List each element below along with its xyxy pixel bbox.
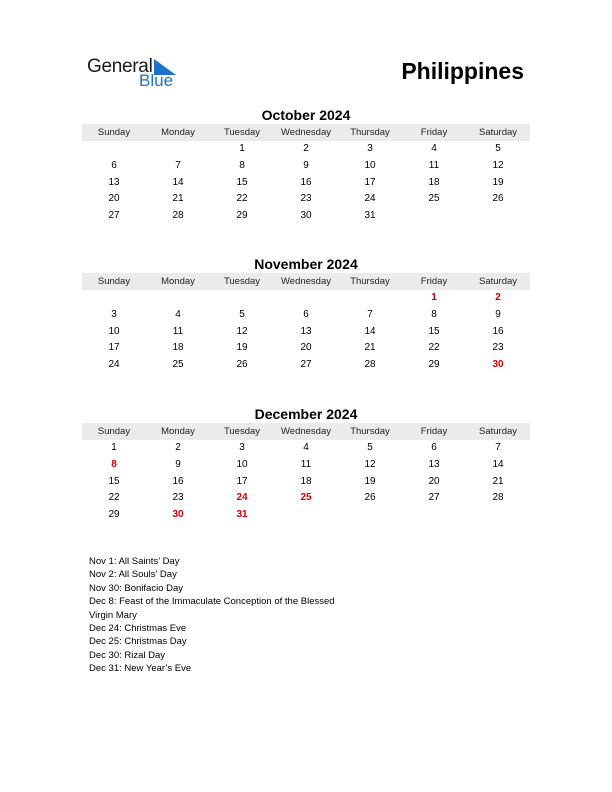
day-cell: 24 [108, 359, 120, 371]
day-cell: 21 [492, 475, 504, 487]
weekday-label: Friday [420, 127, 448, 138]
weekday-label: Saturday [478, 276, 518, 287]
day-cell: 25 [428, 193, 440, 205]
day-cell [402, 507, 466, 524]
day-cell: 16 [300, 176, 312, 188]
day-cell: 17 [364, 176, 376, 188]
day-cell: 10 [236, 458, 248, 470]
day-cell: 23 [300, 193, 312, 205]
month-title: November 2024 [254, 256, 358, 272]
holiday-notes [89, 555, 349, 676]
weekday-label: Tuesday [223, 127, 261, 138]
day-cell: 15 [236, 176, 248, 188]
day-cell [274, 507, 338, 524]
week-row [82, 324, 530, 341]
month-november [82, 255, 530, 374]
month-grid [82, 124, 530, 225]
day-cell: 18 [172, 342, 184, 354]
day-cell: 11 [172, 325, 184, 337]
weekday-label: Monday [161, 426, 195, 437]
weekday-label: Monday [161, 276, 195, 287]
day-cell: 18 [428, 176, 440, 188]
weekday-label: Saturday [478, 426, 518, 437]
weekday-label: Tuesday [223, 276, 261, 287]
day-cell [146, 290, 210, 307]
day-cell [274, 290, 338, 307]
day-cell: 29 [236, 210, 248, 222]
holiday-note: Nov 2: All Souls’ Day [89, 569, 177, 581]
day-cell: 4 [431, 143, 437, 154]
day-cell: 7 [495, 442, 501, 453]
day-cell: 27 [428, 492, 440, 504]
weekday-label: Wednesday [281, 426, 331, 437]
weekday-label: Thursday [350, 127, 390, 138]
day-cell: 21 [364, 342, 376, 354]
weekday-label: Wednesday [281, 276, 331, 287]
day-cell: 9 [303, 159, 309, 171]
week-row [82, 307, 530, 324]
day-cell: 12 [492, 159, 504, 171]
day-cell: 6 [431, 442, 437, 453]
holiday-day-cell: 31 [236, 509, 248, 521]
day-cell: 20 [108, 193, 120, 205]
logo-general-text: General [87, 56, 153, 77]
day-cell: 18 [300, 475, 312, 487]
day-cell: 5 [495, 143, 501, 154]
day-cell: 1 [111, 442, 117, 453]
day-cell [466, 208, 530, 225]
holiday-day-cell: 30 [172, 509, 184, 521]
day-cell: 15 [108, 475, 120, 487]
day-cell: 15 [428, 325, 440, 337]
day-cell: 30 [300, 210, 312, 222]
day-cell: 24 [364, 193, 376, 205]
day-cell: 28 [364, 359, 376, 371]
week-row [82, 440, 530, 457]
day-cell: 28 [172, 210, 184, 222]
day-cell: 20 [300, 342, 312, 354]
week-row [82, 357, 530, 374]
weekday-label: Friday [420, 276, 448, 287]
day-cell: 13 [300, 325, 312, 337]
day-cell: 22 [428, 342, 440, 354]
holiday-note: Dec 8: Feast of the Immaculate Conception of the Blessed Virgin Mary [89, 596, 335, 621]
day-cell [402, 208, 466, 225]
day-cell: 17 [236, 475, 248, 487]
holiday-day-cell: 8 [111, 458, 117, 470]
weekday-label: Thursday [350, 276, 390, 287]
day-cell: 14 [492, 458, 504, 470]
day-cell: 19 [236, 342, 248, 354]
day-cell [338, 507, 402, 524]
day-cell: 16 [172, 475, 184, 487]
holiday-note: Dec 25: Christmas Day [89, 636, 187, 648]
day-cell: 21 [172, 193, 184, 205]
day-cell: 2 [303, 143, 309, 154]
weekday-header-row [82, 124, 530, 141]
day-cell [338, 290, 402, 307]
holiday-note: Nov 30: Bonifacio Day [89, 582, 183, 594]
day-cell: 6 [303, 308, 309, 320]
week-row [82, 290, 530, 307]
weekday-label: Sunday [97, 276, 131, 287]
day-cell: 13 [428, 458, 440, 470]
holiday-day-cell: 2 [495, 292, 501, 303]
day-cell: 8 [431, 308, 437, 320]
day-cell: 19 [364, 475, 376, 487]
month-october [82, 106, 530, 225]
weekday-label: Monday [161, 127, 195, 138]
day-cell: 3 [367, 143, 373, 154]
day-cell: 9 [175, 458, 181, 470]
day-cell: 3 [239, 442, 245, 453]
day-cell: 27 [300, 359, 312, 371]
day-cell: 25 [172, 359, 184, 371]
day-cell [82, 290, 146, 307]
month-grid [82, 423, 530, 524]
day-cell: 14 [172, 176, 184, 188]
day-cell: 20 [428, 475, 440, 487]
holiday-day-cell: 30 [492, 359, 504, 371]
day-cell: 1 [239, 143, 245, 154]
holiday-day-cell: 1 [431, 292, 437, 303]
day-cell [466, 507, 530, 524]
day-cell: 23 [492, 342, 504, 354]
day-cell: 8 [239, 159, 245, 171]
country-title: Philippines [401, 58, 524, 84]
day-cell: 26 [492, 193, 504, 205]
day-cell [210, 290, 274, 307]
day-cell [82, 141, 146, 158]
day-cell: 2 [175, 442, 181, 453]
holiday-note: Dec 31: New Year’s Eve [89, 663, 192, 675]
holiday-note: Dec 30: Rizal Day [89, 649, 166, 661]
day-cell: 11 [428, 159, 440, 171]
week-row [82, 340, 530, 357]
weekday-label: Thursday [350, 426, 390, 437]
day-cell: 12 [364, 458, 376, 470]
week-row [82, 457, 530, 474]
day-cell: 10 [108, 325, 120, 337]
day-cell: 7 [367, 308, 373, 320]
weekday-label: Sunday [97, 127, 131, 138]
weekday-label: Wednesday [281, 127, 331, 138]
holiday-day-cell: 24 [236, 492, 248, 504]
day-cell: 29 [428, 359, 440, 371]
day-cell: 9 [495, 308, 501, 320]
day-cell: 31 [364, 210, 376, 222]
logo-blue-text: Blue [139, 71, 174, 90]
day-cell: 22 [236, 193, 248, 205]
day-cell: 7 [175, 159, 181, 171]
weekday-label: Sunday [97, 426, 131, 437]
day-cell: 6 [111, 159, 117, 171]
week-row [82, 208, 530, 225]
day-cell: 10 [364, 159, 376, 171]
generalblue-logo [87, 56, 187, 92]
week-row [82, 158, 530, 175]
day-cell: 4 [303, 442, 309, 453]
weekday-label: Friday [420, 426, 448, 437]
day-cell: 5 [367, 442, 373, 453]
week-row [82, 191, 530, 208]
week-row [82, 474, 530, 491]
month-title: October 2024 [261, 107, 351, 123]
day-cell: 29 [108, 509, 120, 521]
day-cell: 5 [239, 308, 245, 320]
holiday-day-cell: 25 [300, 492, 312, 504]
week-row [82, 141, 530, 158]
month-december [82, 405, 530, 524]
day-cell: 26 [236, 359, 248, 371]
week-row [82, 490, 530, 507]
weekday-label: Tuesday [223, 426, 261, 437]
week-row [82, 507, 530, 524]
day-cell: 28 [492, 492, 504, 504]
day-cell: 12 [236, 325, 248, 337]
day-cell [146, 141, 210, 158]
day-cell: 4 [175, 308, 181, 320]
day-cell: 26 [364, 492, 376, 504]
day-cell: 11 [300, 458, 312, 470]
week-row [82, 175, 530, 192]
day-cell: 19 [492, 176, 504, 188]
weekday-header-row [82, 423, 530, 440]
month-grid [82, 273, 530, 374]
day-cell: 22 [108, 492, 120, 504]
day-cell: 14 [364, 325, 376, 337]
day-cell: 23 [172, 492, 184, 504]
day-cell: 16 [492, 325, 504, 337]
weekday-header-row [82, 273, 530, 290]
month-title: December 2024 [254, 406, 358, 422]
day-cell: 3 [111, 308, 117, 320]
weekday-label: Saturday [478, 127, 518, 138]
holiday-note: Nov 1: All Saints’ Day [89, 556, 180, 567]
day-cell: 13 [108, 176, 120, 188]
day-cell: 27 [108, 210, 120, 222]
day-cell: 17 [108, 342, 120, 354]
holiday-note: Dec 24: Christmas Eve [89, 623, 187, 635]
